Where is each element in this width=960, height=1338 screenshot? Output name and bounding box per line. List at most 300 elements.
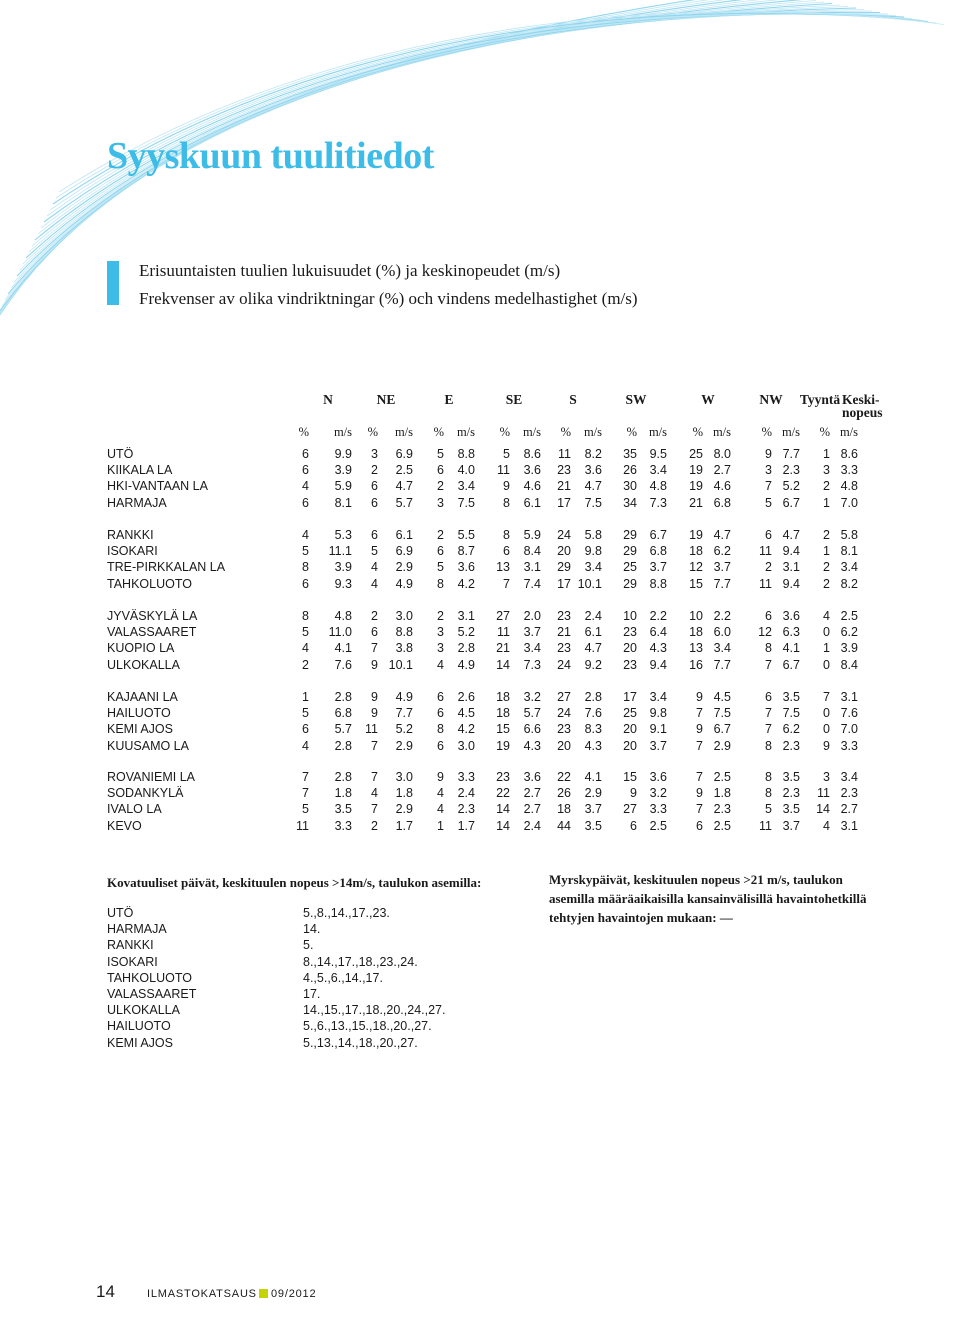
unit-ms: m/s bbox=[648, 425, 667, 439]
cell-speed: 3.1 bbox=[782, 560, 800, 575]
station-name: KAJAANI LA bbox=[107, 690, 178, 704]
cell-speed: 6.0 bbox=[713, 625, 731, 640]
cell-percent: 17 bbox=[557, 495, 571, 510]
cell-speed: 7.7 bbox=[713, 657, 731, 672]
cell-speed: 3.1 bbox=[840, 818, 858, 833]
cell-percent: 3 bbox=[371, 447, 378, 461]
cell-speed: 3.4 bbox=[523, 641, 541, 656]
cell-speed: 4.6 bbox=[713, 479, 731, 494]
station-name: RANKKI bbox=[107, 528, 154, 542]
cell-speed: 10.1 bbox=[577, 576, 602, 591]
cell-percent: 21 bbox=[689, 495, 703, 510]
table-row bbox=[0, 786, 960, 802]
cell-percent: 9 bbox=[765, 447, 772, 461]
cell-speed: 8.1 bbox=[840, 544, 858, 559]
cell-speed: 5.2 bbox=[782, 479, 800, 494]
cell-percent: 7 bbox=[302, 786, 309, 801]
gust-dates: 17. bbox=[303, 987, 321, 1001]
table-row bbox=[0, 658, 960, 674]
cell-speed: 3.5 bbox=[334, 802, 352, 817]
cell-speed: 2.5 bbox=[649, 818, 667, 833]
cell-percent: 5 bbox=[503, 447, 510, 461]
cell-percent: 1 bbox=[823, 641, 830, 656]
cell-percent: 5 bbox=[302, 706, 309, 721]
cell-speed: 3.3 bbox=[840, 463, 858, 478]
gust-dates: 8.,14.,17.,18.,23.,24. bbox=[303, 954, 418, 969]
cell-percent: 12 bbox=[689, 560, 703, 575]
cell-speed: 5.9 bbox=[523, 528, 541, 542]
unit-percent: % bbox=[626, 425, 637, 439]
table-row bbox=[0, 463, 960, 479]
cell-percent: 2 bbox=[437, 479, 444, 494]
cell-percent: 21 bbox=[557, 625, 571, 640]
cell-speed: 5.7 bbox=[334, 722, 352, 737]
cell-percent: 29 bbox=[623, 576, 637, 591]
issue-number: 09/2012 bbox=[271, 1288, 317, 1300]
cell-percent: 19 bbox=[689, 479, 703, 494]
cell-speed: 4.6 bbox=[523, 479, 541, 494]
cell-speed: 6.1 bbox=[523, 495, 541, 510]
cell-percent: 23 bbox=[557, 722, 571, 737]
unit-ms: m/s bbox=[456, 425, 475, 439]
cell-percent: 24 bbox=[557, 706, 571, 721]
cell-speed: 7.6 bbox=[334, 657, 352, 672]
cell-percent: 10 bbox=[689, 609, 703, 623]
cell-speed: 4.8 bbox=[334, 609, 352, 623]
cell-speed: 3.2 bbox=[649, 786, 667, 801]
station-name: ISOKARI bbox=[107, 544, 158, 559]
station-name: TAHKOLUOTO bbox=[107, 576, 192, 591]
cell-percent: 15 bbox=[623, 770, 637, 784]
cell-speed: 3.5 bbox=[782, 770, 800, 784]
cell-speed: 9.8 bbox=[584, 544, 602, 559]
cell-percent: 3 bbox=[437, 625, 444, 640]
cell-percent: 2 bbox=[823, 560, 830, 575]
cell-speed: 3.4 bbox=[584, 560, 602, 575]
cell-speed: 3.4 bbox=[457, 479, 475, 494]
cell-speed: 3.9 bbox=[840, 641, 858, 656]
gust-dates: 5. bbox=[303, 938, 314, 953]
cell-speed: 9.1 bbox=[649, 722, 667, 737]
table-row bbox=[0, 802, 960, 818]
col-header-n: N bbox=[323, 392, 333, 407]
cell-percent: 19 bbox=[496, 738, 510, 753]
cell-speed: 8.6 bbox=[840, 447, 858, 461]
unit-ms: m/s bbox=[522, 425, 541, 439]
cell-speed: 5.7 bbox=[395, 495, 413, 510]
cell-percent: 7 bbox=[371, 802, 378, 817]
cell-percent: 23 bbox=[557, 463, 571, 478]
cell-speed: 3.5 bbox=[782, 802, 800, 817]
table-row bbox=[0, 496, 960, 512]
cell-percent: 6 bbox=[437, 544, 444, 559]
cell-percent: 6 bbox=[437, 463, 444, 478]
cell-speed: 6.8 bbox=[713, 495, 731, 510]
cell-percent: 7 bbox=[765, 706, 772, 721]
cell-percent: 14 bbox=[496, 818, 510, 833]
cell-percent: 6 bbox=[371, 528, 378, 542]
cell-percent: 4 bbox=[371, 576, 378, 591]
cell-speed: 6.2 bbox=[713, 544, 731, 559]
station-name: HAILUOTO bbox=[107, 706, 171, 721]
cell-percent: 27 bbox=[496, 609, 510, 623]
cell-percent: 6 bbox=[765, 690, 772, 704]
cell-percent: 23 bbox=[496, 770, 510, 784]
cell-speed: 5.3 bbox=[334, 528, 352, 542]
gust-station: ISOKARI bbox=[107, 954, 158, 969]
cell-speed: 4.8 bbox=[649, 479, 667, 494]
cell-percent: 4 bbox=[823, 818, 830, 833]
cell-percent: 35 bbox=[623, 447, 637, 461]
cell-speed: 4.2 bbox=[457, 576, 475, 591]
cell-speed: 2.8 bbox=[457, 641, 475, 656]
cell-percent: 9 bbox=[371, 706, 378, 721]
cell-percent: 0 bbox=[823, 657, 830, 672]
cell-percent: 9 bbox=[696, 722, 703, 737]
cell-percent: 3 bbox=[437, 495, 444, 510]
col-header-nw: NW bbox=[759, 392, 783, 407]
col-header-e: E bbox=[444, 392, 454, 407]
gust-station: RANKKI bbox=[107, 938, 154, 953]
cell-speed: 4.9 bbox=[395, 690, 413, 704]
cell-percent: 7 bbox=[696, 802, 703, 817]
cell-speed: 2.7 bbox=[713, 463, 731, 478]
cell-percent: 7 bbox=[765, 722, 772, 737]
cell-speed: 2.7 bbox=[523, 786, 541, 801]
cell-speed: 2.5 bbox=[713, 818, 731, 833]
cell-percent: 4 bbox=[371, 786, 378, 801]
cell-percent: 6 bbox=[765, 609, 772, 623]
cell-speed: 8.7 bbox=[457, 544, 475, 559]
cell-percent: 2 bbox=[371, 463, 378, 478]
unit-ms: m/s bbox=[712, 425, 731, 439]
cell-percent: 8 bbox=[765, 738, 772, 753]
cell-speed: 6.3 bbox=[782, 625, 800, 640]
cell-speed: 7.4 bbox=[523, 576, 541, 591]
cell-speed: 2.3 bbox=[782, 786, 800, 801]
cell-percent: 1 bbox=[437, 818, 444, 833]
cell-speed: 4.5 bbox=[457, 706, 475, 721]
cell-speed: 3.6 bbox=[457, 560, 475, 575]
cell-speed: 3.3 bbox=[334, 818, 352, 833]
cell-percent: 6 bbox=[765, 528, 772, 542]
cell-percent: 6 bbox=[302, 576, 309, 591]
cell-percent: 0 bbox=[823, 706, 830, 721]
cell-speed: 6.7 bbox=[782, 495, 800, 510]
cell-percent: 8 bbox=[302, 560, 309, 575]
table-row bbox=[0, 528, 960, 544]
cell-speed: 10.1 bbox=[388, 657, 413, 672]
cell-percent: 44 bbox=[557, 818, 571, 833]
cell-percent: 20 bbox=[557, 738, 571, 753]
cell-speed: 3.7 bbox=[584, 802, 602, 817]
cell-speed: 3.1 bbox=[840, 690, 858, 704]
cell-speed: 6.6 bbox=[523, 722, 541, 737]
cell-percent: 8 bbox=[765, 786, 772, 801]
cell-percent: 11 bbox=[497, 463, 510, 478]
cell-speed: 4.1 bbox=[782, 641, 800, 656]
cell-speed: 1.8 bbox=[713, 786, 731, 801]
cell-percent: 5 bbox=[437, 447, 444, 461]
cell-percent: 1 bbox=[823, 495, 830, 510]
cell-percent: 11 bbox=[558, 447, 571, 461]
cell-percent: 6 bbox=[437, 690, 444, 704]
cell-speed: 6.8 bbox=[334, 706, 352, 721]
cell-percent: 4 bbox=[302, 528, 309, 542]
cell-percent: 10 bbox=[623, 609, 637, 623]
cell-percent: 9 bbox=[371, 690, 378, 704]
cell-percent: 29 bbox=[623, 528, 637, 542]
cell-speed: 3.6 bbox=[523, 463, 541, 478]
cell-percent: 21 bbox=[496, 641, 510, 656]
cell-percent: 18 bbox=[496, 706, 510, 721]
cell-percent: 2 bbox=[302, 657, 309, 672]
wave-lines-decoration bbox=[0, 0, 960, 380]
unit-ms: m/s bbox=[333, 425, 352, 439]
subtitle-accent-bar bbox=[107, 261, 119, 305]
cell-speed: 2.4 bbox=[584, 609, 602, 623]
cell-percent: 19 bbox=[689, 463, 703, 478]
cell-percent: 7 bbox=[696, 738, 703, 753]
col-header-mean-2: nopeus bbox=[842, 405, 883, 420]
cell-percent: 4 bbox=[823, 609, 830, 623]
cell-percent: 11 bbox=[759, 544, 772, 559]
cell-speed: 5.7 bbox=[523, 706, 541, 721]
cell-speed: 3.7 bbox=[782, 818, 800, 833]
unit-percent: % bbox=[298, 425, 309, 439]
cell-percent: 14 bbox=[816, 802, 830, 817]
cell-percent: 5 bbox=[302, 802, 309, 817]
cell-percent: 29 bbox=[557, 560, 571, 575]
cell-percent: 9 bbox=[437, 770, 444, 784]
cell-speed: 3.2 bbox=[523, 690, 541, 704]
unit-percent: % bbox=[692, 425, 703, 439]
cell-speed: 2.7 bbox=[523, 802, 541, 817]
subtitle-finnish: Erisuuntaisten tuulien lukuisuudet (%) ja keskinopeudet (m/s) bbox=[139, 261, 561, 280]
table-row bbox=[0, 739, 960, 755]
cell-speed: 2.8 bbox=[584, 690, 602, 704]
cell-speed: 3.1 bbox=[523, 560, 541, 575]
unit-ms: m/s bbox=[394, 425, 413, 439]
cell-percent: 5 bbox=[765, 802, 772, 817]
cell-percent: 7 bbox=[765, 657, 772, 672]
cell-speed: 2.8 bbox=[334, 738, 352, 753]
cell-speed: 3.6 bbox=[523, 770, 541, 784]
gust-station: UTÖ bbox=[107, 906, 134, 920]
station-name: KUOPIO LA bbox=[107, 641, 175, 656]
station-name: KEMI AJOS bbox=[107, 722, 173, 737]
station-name: VALASSAARET bbox=[107, 625, 197, 640]
cell-speed: 8.4 bbox=[523, 544, 541, 559]
cell-speed: 3.3 bbox=[649, 802, 667, 817]
cell-speed: 6.8 bbox=[649, 544, 667, 559]
cell-speed: 6.1 bbox=[395, 528, 413, 542]
cell-speed: 4.7 bbox=[395, 479, 413, 494]
cell-speed: 9.5 bbox=[649, 447, 667, 461]
unit-percent: % bbox=[433, 425, 444, 439]
cell-speed: 4.7 bbox=[713, 528, 731, 542]
cell-speed: 2.3 bbox=[457, 802, 475, 817]
cell-percent: 27 bbox=[557, 690, 571, 704]
cell-speed: 3.7 bbox=[649, 738, 667, 753]
cell-speed: 2.5 bbox=[395, 463, 413, 478]
cell-speed: 3.5 bbox=[782, 690, 800, 704]
cell-speed: 2.7 bbox=[840, 802, 858, 817]
gust-dates: 5.,6.,13.,15.,18.,20.,27. bbox=[303, 1019, 432, 1034]
cell-percent: 6 bbox=[371, 625, 378, 640]
col-header-s: S bbox=[569, 392, 577, 407]
cell-speed: 9.8 bbox=[649, 706, 667, 721]
table-row bbox=[0, 706, 960, 722]
cell-speed: 6.7 bbox=[649, 528, 667, 542]
cell-speed: 4.3 bbox=[523, 738, 541, 753]
cell-speed: 7.0 bbox=[840, 722, 858, 737]
cell-speed: 7.5 bbox=[457, 495, 475, 510]
cell-percent: 8 bbox=[302, 609, 309, 623]
cell-percent: 15 bbox=[496, 722, 510, 737]
cell-percent: 11 bbox=[296, 818, 309, 833]
cell-speed: 6.4 bbox=[649, 625, 667, 640]
cell-percent: 5 bbox=[302, 544, 309, 559]
cell-percent: 18 bbox=[689, 625, 703, 640]
cell-speed: 1.7 bbox=[457, 818, 475, 833]
cell-percent: 9 bbox=[503, 479, 510, 494]
cell-speed: 7.5 bbox=[782, 706, 800, 721]
cell-percent: 6 bbox=[437, 738, 444, 753]
cell-speed: 5.2 bbox=[457, 625, 475, 640]
footer-square bbox=[259, 1289, 268, 1298]
cell-speed: 9.4 bbox=[782, 576, 800, 591]
unit-percent: % bbox=[560, 425, 571, 439]
table-row bbox=[0, 641, 960, 657]
cell-speed: 1.7 bbox=[395, 818, 413, 833]
cell-percent: 12 bbox=[758, 625, 772, 640]
cell-percent: 11 bbox=[365, 722, 378, 737]
cell-speed: 3.4 bbox=[649, 463, 667, 478]
page-title: Syyskuun tuulitiedot bbox=[107, 135, 434, 177]
cell-percent: 8 bbox=[503, 528, 510, 542]
cell-percent: 3 bbox=[765, 463, 772, 478]
cell-percent: 2 bbox=[765, 560, 772, 575]
cell-speed: 3.3 bbox=[457, 770, 475, 784]
unit-percent: % bbox=[819, 425, 830, 439]
cell-speed: 9.2 bbox=[584, 657, 602, 672]
cell-speed: 6.2 bbox=[840, 625, 858, 640]
gust-station: TAHKOLUOTO bbox=[107, 970, 192, 985]
col-header-tyyntä: Tyyntä bbox=[799, 392, 841, 407]
cell-percent: 11 bbox=[759, 818, 772, 833]
cell-speed: 8.8 bbox=[457, 447, 475, 461]
col-header-mean-1: Keski- bbox=[842, 392, 880, 407]
cell-percent: 7 bbox=[371, 641, 378, 656]
table-row bbox=[0, 544, 960, 560]
page-number: 14 bbox=[96, 1282, 115, 1301]
cell-percent: 2 bbox=[823, 528, 830, 542]
cell-speed: 2.0 bbox=[523, 609, 541, 623]
cell-speed: 2.9 bbox=[395, 738, 413, 753]
cell-percent: 4 bbox=[302, 479, 309, 494]
unit-ms: m/s bbox=[583, 425, 602, 439]
cell-percent: 11 bbox=[497, 625, 510, 640]
cell-percent: 18 bbox=[496, 690, 510, 704]
cell-percent: 8 bbox=[765, 770, 772, 784]
cell-percent: 23 bbox=[623, 625, 637, 640]
cell-speed: 4.3 bbox=[649, 641, 667, 656]
cell-speed: 3.7 bbox=[523, 625, 541, 640]
cell-speed: 3.9 bbox=[334, 463, 352, 478]
cell-speed: 7.5 bbox=[584, 495, 602, 510]
cell-speed: 3.5 bbox=[584, 818, 602, 833]
station-name: ULKOKALLA bbox=[107, 657, 180, 672]
cell-speed: 2.9 bbox=[713, 738, 731, 753]
station-name: SODANKYLÄ bbox=[107, 786, 184, 801]
cell-percent: 18 bbox=[557, 802, 571, 817]
cell-speed: 1.8 bbox=[395, 786, 413, 801]
cell-percent: 4 bbox=[437, 802, 444, 817]
gust-dates: 5.,13.,14.,18.,20.,27. bbox=[303, 1035, 418, 1050]
table-row bbox=[0, 577, 960, 593]
cell-speed: 6.1 bbox=[584, 625, 602, 640]
cell-speed: 3.0 bbox=[395, 609, 413, 623]
cell-speed: 3.0 bbox=[457, 738, 475, 753]
cell-percent: 6 bbox=[630, 818, 637, 833]
cell-speed: 4.1 bbox=[584, 770, 602, 784]
cell-percent: 17 bbox=[623, 690, 637, 704]
cell-percent: 6 bbox=[302, 447, 309, 461]
cell-percent: 6 bbox=[302, 495, 309, 510]
cell-percent: 7 bbox=[503, 576, 510, 591]
unit-percent: % bbox=[367, 425, 378, 439]
table-row bbox=[0, 722, 960, 738]
station-name: JYVÄSKYLÄ LA bbox=[107, 609, 198, 623]
cell-speed: 3.7 bbox=[713, 560, 731, 575]
cell-percent: 21 bbox=[557, 479, 571, 494]
cell-speed: 2.3 bbox=[782, 463, 800, 478]
gust-dates: 14.,15.,17.,18.,20.,24.,27. bbox=[303, 1003, 446, 1018]
table-row bbox=[0, 770, 960, 786]
cell-percent: 2 bbox=[371, 609, 378, 623]
cell-speed: 9.9 bbox=[334, 447, 352, 461]
cell-percent: 30 bbox=[623, 479, 637, 494]
cell-speed: 8.6 bbox=[523, 447, 541, 461]
station-name: HARMAJA bbox=[107, 495, 167, 510]
cell-percent: 5 bbox=[765, 495, 772, 510]
cell-percent: 11 bbox=[759, 576, 772, 591]
cell-speed: 7.6 bbox=[840, 706, 858, 721]
cell-percent: 1 bbox=[823, 447, 830, 461]
cell-speed: 1.8 bbox=[334, 786, 352, 801]
cell-speed: 8.8 bbox=[649, 576, 667, 591]
cell-speed: 11.1 bbox=[328, 544, 352, 559]
cell-percent: 4 bbox=[302, 641, 309, 656]
cell-speed: 3.6 bbox=[782, 609, 800, 623]
cell-percent: 4 bbox=[371, 560, 378, 575]
station-name: UTÖ bbox=[107, 447, 134, 461]
cell-speed: 7.3 bbox=[649, 495, 667, 510]
cell-percent: 18 bbox=[689, 544, 703, 559]
cell-percent: 13 bbox=[496, 560, 510, 575]
cell-percent: 7 bbox=[696, 770, 703, 784]
cell-speed: 4.2 bbox=[457, 722, 475, 737]
cell-speed: 2.2 bbox=[649, 609, 667, 623]
cell-percent: 2 bbox=[371, 818, 378, 833]
col-header-ne: NE bbox=[376, 392, 396, 407]
cell-percent: 9 bbox=[696, 690, 703, 704]
col-header-se: SE bbox=[505, 392, 523, 407]
cell-speed: 11.0 bbox=[328, 625, 352, 640]
cell-speed: 6.7 bbox=[713, 722, 731, 737]
cell-percent: 20 bbox=[557, 544, 571, 559]
